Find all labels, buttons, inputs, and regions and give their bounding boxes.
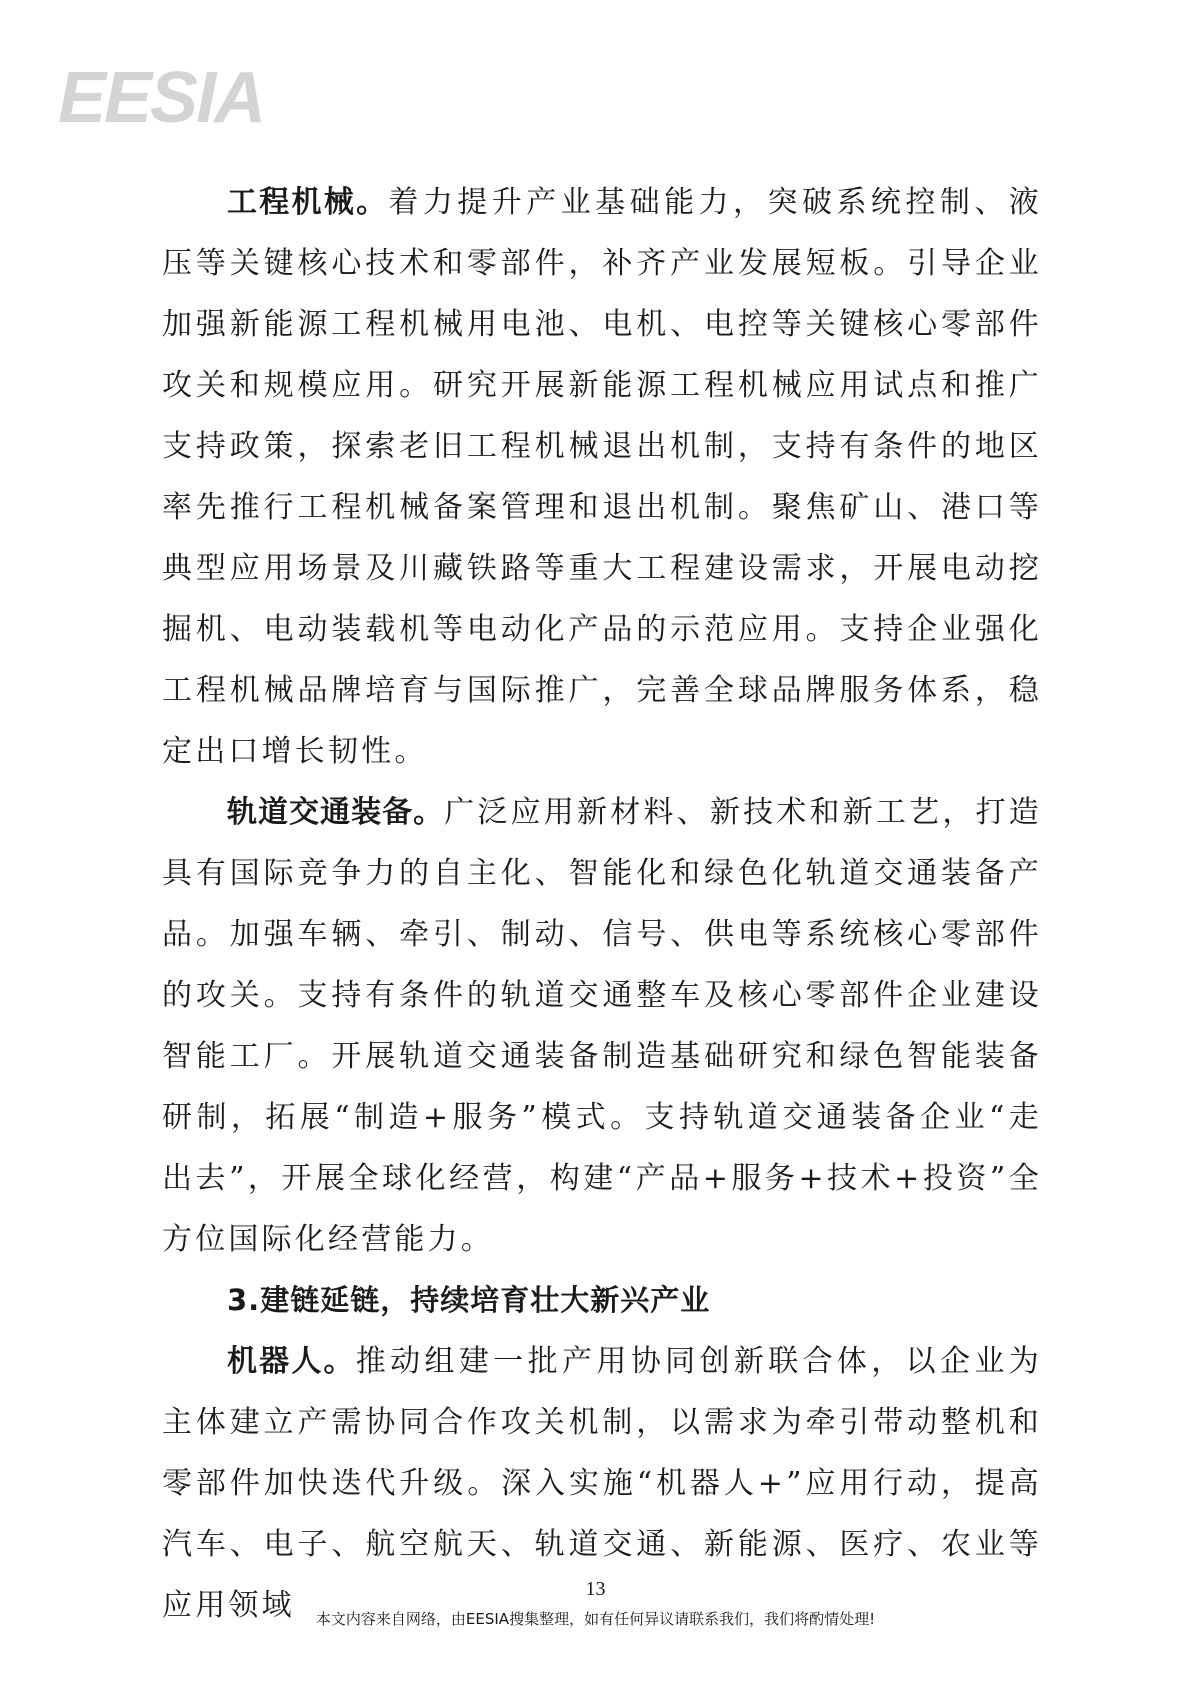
page-number: 13 <box>585 1578 606 1600</box>
footer-disclaimer: 本文内容来自网络，由EESIA搜集整理，如有任何异议请联系我们，我们将酌情处理! <box>315 1610 876 1628</box>
paragraph-rail-transit <box>162 782 1042 1270</box>
eesia-logo <box>58 52 298 142</box>
paragraph-text: 着力提升产业基础能力，突破系统控制、液压等关键核心技术和零部件，补齐产业发展短板。引导企业加强新能源工程机械用电池、电机、电控等关键核心零部件攻关和规模应用。研究开展新能源工程机械应用试点和推广支持政策，探索老旧工程机械退出机制，支持有条件的地区率先推行工程机械备案管理和退出机制。聚焦矿山、港口等典型应用场景及川藏铁路等重大工程建设需求，开展电动挖掘机、电动装载机等电动化产品的示范应用。支持企业强化工程机械品牌培育与国际推广，完善全球品牌服务体系，稳定出口增长韧性。 <box>162 185 1043 769</box>
section-heading: 3.建链延链，持续培育壮大新兴产业 <box>227 1283 711 1317</box>
document-body <box>162 172 1042 1636</box>
paragraph-text: 广泛应用新材料、新技术和新工艺，打造具有国际竞争力的自主化、智能化和绿色化轨道交通装备产品。加强车辆、牵引、制动、信号、供电等系统核心零部件的攻关。支持有条件的轨道交通整车及核心零部件企业建设智能工厂。开展轨道交通装备制造基础研究和绿色智能装备研制，拓展“制造+服务”模式。支持轨道交通装备企业“走出去”，开展全球化经营，构建“产品+服务+技术+投资”全方位国际化经营能力。 <box>162 795 1043 1257</box>
paragraph-construction-machinery <box>162 172 1042 782</box>
logo-text: EESIA <box>58 58 265 138</box>
paragraph-lead: 轨道交通装备。 <box>227 795 445 830</box>
paragraph-lead: 机器人。 <box>227 1344 356 1379</box>
paragraph-text: 推动组建一批产用协同创新联合体，以企业为主体建立产需协同合作攻关机制，以需求为牵引带动整机和零部件加快迭代升级。深入实施“机器人+”应用行动，提高汽车、电子、航空航天、轨道交通、新能源、医疗、农业等应用领域 <box>162 1344 1043 1623</box>
paragraph-lead: 工程机械。 <box>227 185 389 220</box>
